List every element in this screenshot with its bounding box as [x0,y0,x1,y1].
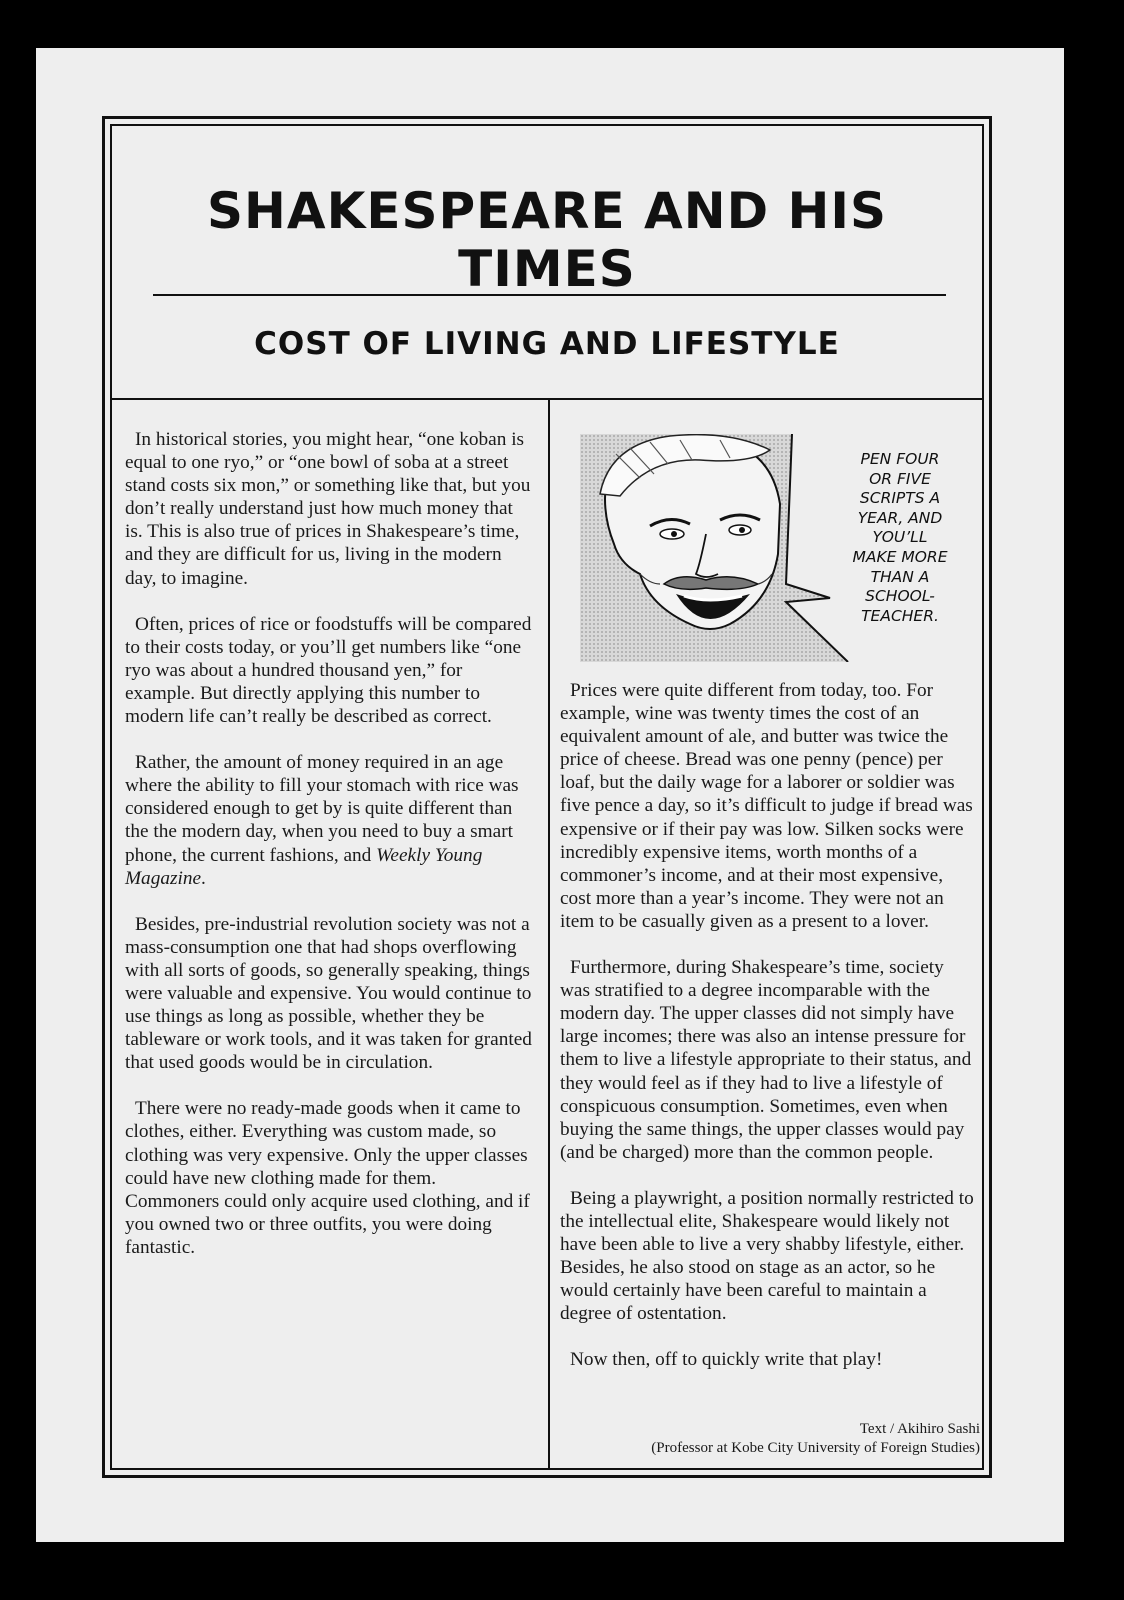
title-rule [153,294,946,296]
speech-line: SCHOOL- [865,587,935,606]
left-paragraph-5: There were no ready-made goods when it came to clothes, either. Everything was custom made, so clothing was very expensive. Only the upper classes could have new clothing made for them. Commoners could only acquire used clothing, and if you owned two or three outfits, you were doing fantastic. [125,1098,530,1258]
credit-author: Text / Akihiro Sashi [859,1421,980,1437]
speech-line: PEN FOUR [860,450,940,468]
left-paragraph-3 [125,751,535,890]
speech-line: MAKE MORE [852,547,948,566]
speech-line: THAN A [870,567,930,586]
left-paragraph-3-text: Rather, the amount of money required in an age where the ability to fill your stomach with rice was considered enough to get by is quite different than the the modern day, when you need to buy a smart phone, the current fashions, and [125,752,519,866]
manga-panel-illustration [580,434,858,662]
speech-bubble [832,450,968,626]
left-paragraph-1: In historical stories, you might hear, “one koban is equal to one ryo,” or “one bowl of soba at a street stand costs six mon,” or something like that, but you don’t really understand just how much money that is. This is also true of prices in Shakespeare’s time, and they are difficult for us, living in the modern day, to imagine. [125,429,531,589]
left-column [125,428,535,1282]
left-paragraph-3-end: . [201,867,206,889]
speech-line: OR FIVE [869,469,931,488]
right-paragraph-3: Being a playwright, a position normally restricted to the intellectual elite, Shakespeare would likely not have been able to live a very shabby lifestyle, either. Besides, he also stood on stage as an actor, so he would certainly have been careful to maintain a degree of ostentation. [560,1187,974,1325]
right-column [560,679,978,1395]
header-divider [110,398,984,400]
credit-affiliation: (Professor at Kobe City University of Foreign Studies) [651,1440,980,1456]
speech-line: TEACHER. [861,606,939,625]
speech-line: YOU’LL [872,528,928,547]
column-divider [548,400,550,1468]
right-paragraph-1: Prices were quite different from today, too. For example, wine was twenty times the cost of an equivalent amount of ale, and butter was twice the price of cheese. Bread was one penny (pence) per loaf, but the daily wage for a laborer or soldier was five pence a day, so it’s difficult to judge if bread was expensive or if their pay was low. Silken socks were incredibly expensive items, worth months of a commoner’s income, and at their most expensive, cost more than a year’s income. They were not an item to be casually given as a present to a lover. [560,680,973,932]
right-paragraph-2: Furthermore, during Shakespeare’s time, society was stratified to a degree incomparable with the modern day. The upper classes did not simply have large incomes; there was also an intense pressure for them to live a lifestyle appropriate to their status, and they would feel as if they had to live a lifestyle of conspicuous consumption. Sometimes, even when buying the same things, the upper classes would pay (and be charged) more than the common people. [560,957,972,1163]
magazine-title: Weekly Young Magazine [125,844,483,889]
speech-line: YEAR, AND [857,508,943,527]
author-credit [651,1420,980,1458]
left-paragraph-4: Besides, pre-industrial revolution society was not a mass-consumption one that had shops overflowing with all sorts of goods, so generally speaking, things were valuable and expensive. You would continue to use things as long as possible, whether they be tableware or work tools, and it was taken for granted that used goods would be in circulation. [125,913,532,1074]
page-subtitle: COST OF LIVING AND LIFESTYLE [254,326,840,362]
speech-line: SCRIPTS A [859,489,941,508]
page-title: SHAKESPEARE AND HIS TIMES [207,182,887,298]
left-paragraph-2: Often, prices of rice or foodstuffs will be compared to their costs today, or you’ll get numbers like “one ryo was about a hundred thousand yen,” for example. But directly applying this number to modern life can’t really be described as correct. [125,613,532,728]
right-paragraph-4: Now then, off to quickly write that play! [570,1349,883,1371]
